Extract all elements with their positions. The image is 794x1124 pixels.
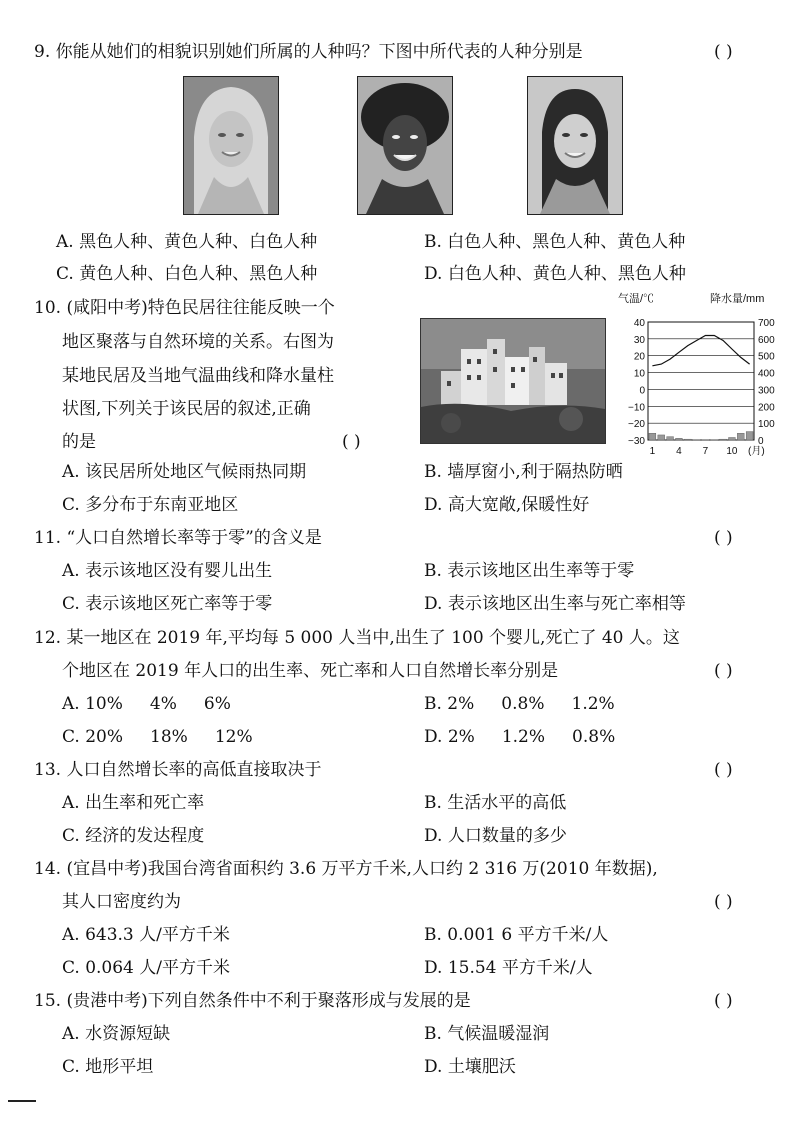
q15-stem: 15. (贵港中考)下列自然条件中不利于聚落形成与发展的是 bbox=[34, 991, 471, 1011]
chart-left-axis-label: 气温/℃ bbox=[618, 293, 655, 305]
q10-option-b[interactable]: B. 墙厚窗小,利于隔热防晒 bbox=[424, 462, 623, 482]
q11-stem: 11. “人口自然增长率等于零”的含义是 bbox=[34, 528, 322, 548]
chart-left-tick-label: −20 bbox=[628, 419, 645, 431]
q9-photo-3 bbox=[527, 76, 623, 215]
q14-answer-paren[interactable]: ( ) bbox=[714, 892, 733, 912]
q9-photo-2 bbox=[357, 76, 453, 215]
q10-line-2: 地区聚落与自然环境的关系。右图为 bbox=[62, 332, 334, 352]
q15-option-d[interactable]: D. 土壤肥沃 bbox=[424, 1057, 516, 1077]
q10-climate-chart bbox=[614, 288, 786, 458]
chart-right-tick-label: 700 bbox=[758, 318, 775, 329]
chart-right-tick-label: 0 bbox=[758, 436, 764, 447]
chart-x-unit: (月) bbox=[748, 446, 765, 457]
chart-right-tick-label: 400 bbox=[758, 368, 775, 380]
chart-frame bbox=[648, 322, 754, 440]
q13-stem: 13. 人口自然增长率的高低直接取决于 bbox=[34, 760, 322, 780]
chart-right-tick-label: 200 bbox=[758, 402, 775, 414]
chart-left-tick-label: 30 bbox=[633, 334, 645, 346]
chart-precipitation-bar bbox=[729, 437, 736, 440]
chart-precipitation-bar bbox=[667, 437, 674, 440]
q10-line-4: 状图,下列关于该民居的叙述,正确 bbox=[62, 399, 311, 419]
chart-left-tick-label: 0 bbox=[639, 385, 645, 397]
q10-line-1: 10. (咸阳中考)特色民居往往能反映一个 bbox=[34, 298, 335, 318]
chart-right-tick-label: 100 bbox=[758, 419, 775, 431]
q10-line-3: 某地民居及当地气温曲线和降水量柱 bbox=[62, 366, 334, 386]
page-footer-dash bbox=[8, 1100, 36, 1102]
q12-line-2: 个地区在 2019 年人口的出生率、死亡率和人口自然增长率分别是 bbox=[62, 661, 559, 681]
q12-option-b[interactable]: B. 2% 0.8% 1.2% bbox=[424, 694, 615, 714]
q9-option-a[interactable]: A. 黑色人种、黄色人种、白色人种 bbox=[56, 232, 318, 252]
q10-option-d[interactable]: D. 高大宽敞,保暖性好 bbox=[424, 495, 590, 515]
chart-left-tick-label: 40 bbox=[633, 318, 645, 329]
q9-answer-paren[interactable]: ( ) bbox=[714, 42, 733, 62]
chart-left-tick-label: −10 bbox=[628, 402, 645, 414]
chart-x-tick-label: 4 bbox=[676, 446, 682, 457]
q10-dwelling-photo bbox=[420, 318, 606, 444]
q12-option-a[interactable]: A. 10% 4% 6% bbox=[62, 694, 231, 714]
chart-precipitation-bar bbox=[684, 439, 691, 440]
q10-line-5: 的是 bbox=[62, 432, 96, 452]
q11-option-b[interactable]: B. 表示该地区出生率等于零 bbox=[424, 561, 635, 581]
chart-right-tick-label: 300 bbox=[758, 385, 775, 397]
q9-option-c[interactable]: C. 黄色人种、白色人种、黑色人种 bbox=[56, 264, 318, 284]
chart-precipitation-bar bbox=[720, 439, 727, 440]
q13-option-a[interactable]: A. 出生率和死亡率 bbox=[62, 793, 205, 813]
q14-option-c[interactable]: C. 0.064 人/平方千米 bbox=[62, 958, 231, 978]
chart-x-tick-label: 10 bbox=[726, 446, 738, 457]
q12-option-c[interactable]: C. 20% 18% 12% bbox=[62, 727, 253, 747]
chart-right-tick-label: 500 bbox=[758, 351, 775, 363]
chart-left-tick-label: 10 bbox=[633, 368, 645, 380]
q12-answer-paren[interactable]: ( ) bbox=[714, 661, 733, 681]
chart-x-tick-label: 1 bbox=[649, 446, 656, 457]
q15-answer-paren[interactable]: ( ) bbox=[714, 991, 733, 1011]
q15-option-b[interactable]: B. 气候温暖湿润 bbox=[424, 1024, 550, 1044]
q11-option-a[interactable]: A. 表示该地区没有婴儿出生 bbox=[62, 561, 273, 581]
chart-precipitation-bar bbox=[737, 433, 744, 440]
q9-photo-1 bbox=[183, 76, 279, 215]
q10-option-c[interactable]: C. 多分布于东南亚地区 bbox=[62, 495, 239, 515]
q13-answer-paren[interactable]: ( ) bbox=[714, 760, 733, 780]
chart-left-tick-label: 20 bbox=[633, 351, 645, 363]
q14-line-1: 14. (宜昌中考)我国台湾省面积约 3.6 万平方千米,人口约 2 316 万(2010 年数据), bbox=[34, 859, 658, 879]
q13-option-d[interactable]: D. 人口数量的多少 bbox=[424, 826, 567, 846]
q14-option-b[interactable]: B. 0.001 6 平方千米/人 bbox=[424, 925, 609, 945]
q9-option-d[interactable]: D. 白色人种、黄色人种、黑色人种 bbox=[424, 264, 686, 284]
q10-answer-paren[interactable]: ( ) bbox=[342, 432, 361, 452]
q10-option-a[interactable]: A. 该民居所处地区气候雨热同期 bbox=[62, 462, 307, 482]
q12-option-d[interactable]: D. 2% 1.2% 0.8% bbox=[424, 727, 616, 747]
q13-option-b[interactable]: B. 生活水平的高低 bbox=[424, 793, 567, 813]
q14-option-d[interactable]: D. 15.54 平方千米/人 bbox=[424, 958, 593, 978]
chart-precipitation-bar bbox=[676, 438, 683, 440]
q11-option-c[interactable]: C. 表示该地区死亡率等于零 bbox=[62, 594, 273, 614]
chart-left-tick-label: −30 bbox=[628, 436, 645, 447]
q12-line-1: 12. 某一地区在 2019 年,平均每 5 000 人当中,出生了 100 个婴儿,死亡了 40 人。这 bbox=[34, 628, 680, 648]
chart-precipitation-bar bbox=[658, 435, 665, 440]
q15-option-c[interactable]: C. 地形平坦 bbox=[62, 1057, 154, 1077]
chart-right-tick-label: 600 bbox=[758, 334, 775, 346]
q14-line-2: 其人口密度约为 bbox=[62, 892, 181, 912]
q14-option-a[interactable]: A. 643.3 人/平方千米 bbox=[62, 925, 230, 945]
q13-option-c[interactable]: C. 经济的发达程度 bbox=[62, 826, 205, 846]
chart-right-axis-label: 降水量/mm bbox=[710, 293, 765, 305]
q11-option-d[interactable]: D. 表示该地区出生率与死亡率相等 bbox=[424, 594, 686, 614]
chart-precipitation-bar bbox=[649, 433, 656, 440]
chart-temperature-line bbox=[652, 336, 749, 366]
q9-stem: 9. 你能从她们的相貌识别她们所属的人种吗？下图中所代表的人种分别是 bbox=[34, 42, 583, 62]
chart-x-tick-label: 7 bbox=[702, 446, 709, 457]
q15-option-a[interactable]: A. 水资源短缺 bbox=[62, 1024, 171, 1044]
chart-precipitation-bar bbox=[746, 432, 753, 440]
q11-answer-paren[interactable]: ( ) bbox=[714, 528, 733, 548]
q9-option-b[interactable]: B. 白色人种、黑色人种、黄色人种 bbox=[424, 232, 686, 252]
